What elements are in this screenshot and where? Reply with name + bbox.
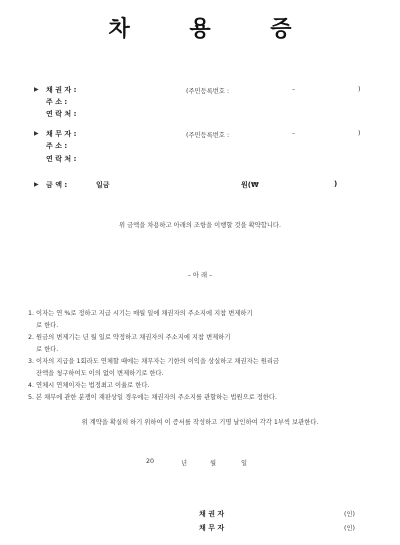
debtor-address-label: 주 소 : xyxy=(46,142,68,150)
condition-3-line2: 잔액을 청구하여도 이의 없이 변제하기로 한다. xyxy=(36,370,164,377)
amount-prefix: 일금 xyxy=(96,181,110,189)
condition-1-line1: 1. 이자는 연 %로 정하고 지급 시기는 매월 일에 채권자의 주소지에 지참 변제하기 xyxy=(28,310,253,317)
intro-text: 위 금액을 차용하고 아래의 조항을 이행할 것을 확약합니다. xyxy=(119,222,281,229)
bullet-icon: ▶ xyxy=(34,130,39,137)
date-day: 일 xyxy=(241,460,248,467)
condition-5-line1: 5. 본 채무에 관한 분쟁이 재판상일 경우에는 채권자의 주소지를 관할하는 법원으로 정한다. xyxy=(28,394,278,401)
creditor-rrn-dash: – xyxy=(292,86,296,93)
creditor-rrn-close: ) xyxy=(358,86,361,93)
closing-text: 위 계약을 확실히 하기 위하여 이 증서를 작성하고 기명 날인하여 각각 1부씩 보관한다. xyxy=(81,419,319,426)
creditor-rrn-label: (주민등록번호 : xyxy=(186,88,230,95)
condition-4-line1: 4. 연체시 연체이자는 법정최고 이율로 한다. xyxy=(28,382,150,389)
bullet-icon: ▶ xyxy=(34,181,39,188)
debtor-label: 채 무 자 : xyxy=(46,130,77,138)
debtor-rrn-label: (주민등록번호 : xyxy=(186,132,230,139)
signature-debtor-role: 채 무 자 xyxy=(199,524,225,532)
amount-won: 원(₩ xyxy=(241,181,259,189)
debtor-rrn-dash: – xyxy=(292,130,296,137)
bullet-icon: ▶ xyxy=(34,86,39,93)
creditor-label: 채 권 자 : xyxy=(46,86,77,94)
debtor-rrn-close: ) xyxy=(358,130,361,137)
date-month: 월 xyxy=(210,460,217,467)
debtor-contact-label: 연 락 처 : xyxy=(46,155,77,163)
date-year-prefix: 20 xyxy=(146,458,155,465)
date-year: 년 xyxy=(181,460,188,467)
creditor-address-label: 주 소 : xyxy=(46,98,68,106)
signature-creditor-role: 채 권 자 xyxy=(199,510,225,518)
condition-1-line2: 로 한다. xyxy=(36,322,59,329)
document-title: 차 용 증 xyxy=(108,16,318,42)
creditor-contact-label: 연 락 처 : xyxy=(46,110,77,118)
condition-3-line1: 3. 이자의 지급을 1회라도 연체할 때에는 채무자는 기한의 이익을 상실하고 채권자는 원리금 xyxy=(28,358,280,365)
condition-2-line2: 로 한다. xyxy=(36,346,59,353)
condition-2-line1: 2. 원금의 변제기는 년 월 일로 약정하고 채권자의 주소지에 지참 변제하기 xyxy=(28,334,231,341)
amount-label: 금 액 : xyxy=(46,181,68,189)
section-heading: – 아 래 – xyxy=(187,272,213,279)
signature-creditor-seal: (인) xyxy=(344,511,355,518)
amount-close: ) xyxy=(334,180,338,188)
signature-debtor-seal: (인) xyxy=(344,525,355,532)
